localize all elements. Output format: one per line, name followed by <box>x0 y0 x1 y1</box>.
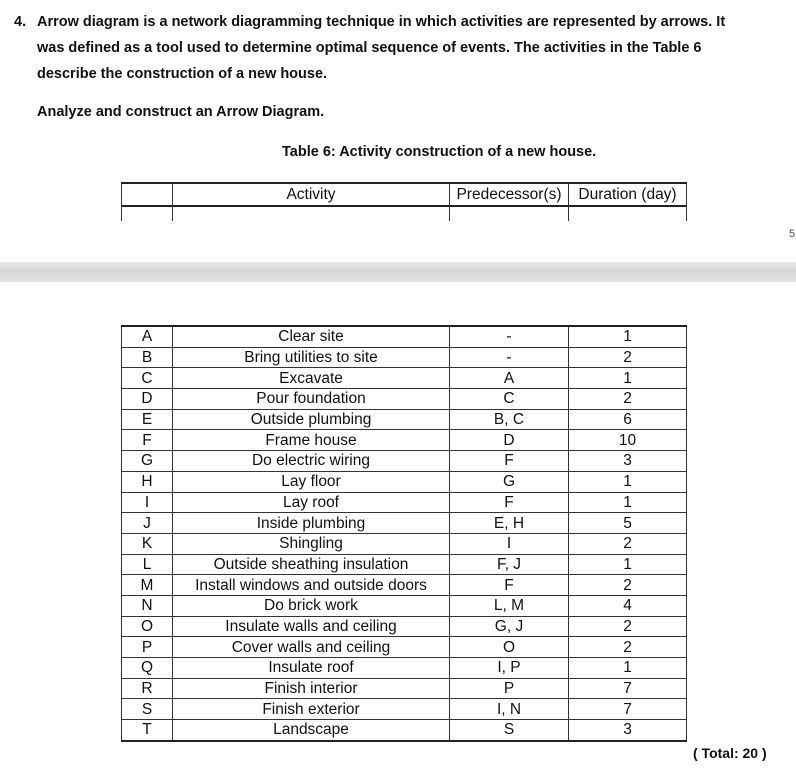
cell-duration: 3 <box>569 451 687 472</box>
cell-predecessors: F <box>450 575 569 596</box>
cell-activity-id: J <box>122 513 173 534</box>
cell-duration: 1 <box>569 658 687 679</box>
cell-activity-id: Q <box>122 658 173 679</box>
cell-activity-id: L <box>122 554 173 575</box>
cell-predecessors: - <box>450 347 569 368</box>
cell-predecessors: I, P <box>450 658 569 679</box>
cell-activity-id: G <box>122 451 173 472</box>
table-row <box>122 595 687 616</box>
table-row <box>122 430 687 451</box>
cell-predecessors: - <box>450 326 569 347</box>
cell-activity-id: E <box>122 409 173 430</box>
table-row <box>122 699 687 720</box>
cell-activity-name: Frame house <box>173 430 450 451</box>
cell-duration: 1 <box>569 326 687 347</box>
cell-predecessors: F, J <box>450 554 569 575</box>
question-line-3: describe the construction of a new house. <box>37 66 328 82</box>
cell-activity-id: H <box>122 471 173 492</box>
total-marks: ( Total: 20 ) <box>693 745 767 761</box>
table-row <box>122 409 687 430</box>
cell-predecessors: F <box>450 492 569 513</box>
cell-activity-name: Outside plumbing <box>173 409 450 430</box>
cell-activity-name: Insulate roof <box>173 658 450 679</box>
table-row <box>122 389 687 410</box>
table-row <box>122 326 687 347</box>
table-row <box>122 575 687 596</box>
cell-predecessors: C <box>450 389 569 410</box>
cell-activity-id: N <box>122 595 173 616</box>
cell-activity-name: Landscape <box>173 720 450 741</box>
cell-activity-name: Install windows and outside doors <box>173 575 450 596</box>
header-stub <box>122 206 173 221</box>
cell-activity-id: D <box>122 389 173 410</box>
cell-activity-name: Shingling <box>173 533 450 554</box>
header-id <box>122 183 173 206</box>
cell-activity-id: A <box>122 326 173 347</box>
table-caption: Table 6: Activity construction of a new house. <box>282 144 597 160</box>
question-line-1: 4. Arrow diagram is a network diagramming technique in which activities are represented by arrows. It <box>14 9 774 35</box>
header-stub <box>173 206 450 221</box>
cell-activity-name: Lay floor <box>173 471 450 492</box>
cell-activity-name: Cover walls and ceiling <box>173 637 450 658</box>
header-stub <box>569 206 687 221</box>
question-text <box>14 9 774 87</box>
table-row <box>122 616 687 637</box>
cell-duration: 1 <box>569 471 687 492</box>
cell-duration: 2 <box>569 575 687 596</box>
cell-duration: 2 <box>569 347 687 368</box>
question-number: 4. <box>14 14 27 30</box>
cell-activity-id: C <box>122 368 173 389</box>
cell-activity-name: Finish exterior <box>173 699 450 720</box>
header-duration: Duration (day) <box>569 183 687 206</box>
cell-predecessors: G, J <box>450 616 569 637</box>
table-row <box>122 471 687 492</box>
table-header <box>121 182 687 221</box>
page-break-divider <box>0 262 796 282</box>
cell-activity-id: M <box>122 575 173 596</box>
cell-predecessors: G <box>450 471 569 492</box>
cell-activity-id: T <box>122 720 173 741</box>
cell-activity-name: Pour foundation <box>173 389 450 410</box>
table-row <box>122 347 687 368</box>
cell-activity-id: R <box>122 678 173 699</box>
table-row <box>122 513 687 534</box>
cell-predecessors: F <box>450 451 569 472</box>
table-row <box>122 658 687 679</box>
cell-duration: 7 <box>569 678 687 699</box>
cell-activity-id: B <box>122 347 173 368</box>
cell-activity-name: Outside sheathing insulation <box>173 554 450 575</box>
cell-duration: 2 <box>569 389 687 410</box>
cell-activity-id: O <box>122 616 173 637</box>
table-row <box>122 678 687 699</box>
cell-predecessors: A <box>450 368 569 389</box>
cell-activity-id: P <box>122 637 173 658</box>
cell-activity-name: Insulate walls and ceiling <box>173 616 450 637</box>
cell-activity-name: Do brick work <box>173 595 450 616</box>
cell-predecessors: L, M <box>450 595 569 616</box>
cell-activity-id: I <box>122 492 173 513</box>
cell-duration: 5 <box>569 513 687 534</box>
header-stub <box>450 206 569 221</box>
activity-table <box>121 325 687 742</box>
table-row <box>122 637 687 658</box>
cell-duration: 1 <box>569 492 687 513</box>
header-activity: Activity <box>173 183 450 206</box>
page-edge-mark: 5 <box>789 228 796 240</box>
cell-predecessors: B, C <box>450 409 569 430</box>
question-line-2: was defined as a tool used to determine optimal sequence of events. The activities in the Table 6 <box>37 40 702 56</box>
table-row <box>122 554 687 575</box>
cell-activity-name: Bring utilities to site <box>173 347 450 368</box>
cell-activity-id: K <box>122 533 173 554</box>
cell-predecessors: D <box>450 430 569 451</box>
table-row <box>122 451 687 472</box>
cell-duration: 6 <box>569 409 687 430</box>
header-predecessors: Predecessor(s) <box>450 183 569 206</box>
cell-activity-name: Finish interior <box>173 678 450 699</box>
task-instruction: Analyze and construct an Arrow Diagram. <box>37 104 325 120</box>
cell-predecessors: S <box>450 720 569 741</box>
cell-activity-name: Inside plumbing <box>173 513 450 534</box>
cell-activity-name: Excavate <box>173 368 450 389</box>
cell-duration: 10 <box>569 430 687 451</box>
cell-predecessors: I, N <box>450 699 569 720</box>
cell-activity-id: S <box>122 699 173 720</box>
cell-duration: 4 <box>569 595 687 616</box>
cell-duration: 2 <box>569 533 687 554</box>
cell-activity-name: Do electric wiring <box>173 451 450 472</box>
cell-activity-name: Clear site <box>173 326 450 347</box>
cell-activity-name: Lay roof <box>173 492 450 513</box>
table-row <box>122 533 687 554</box>
cell-activity-id: F <box>122 430 173 451</box>
cell-duration: 3 <box>569 720 687 741</box>
cell-duration: 2 <box>569 637 687 658</box>
cell-duration: 1 <box>569 554 687 575</box>
cell-duration: 7 <box>569 699 687 720</box>
table-row <box>122 368 687 389</box>
cell-predecessors: I <box>450 533 569 554</box>
table-row <box>122 720 687 741</box>
table-row <box>122 492 687 513</box>
cell-duration: 2 <box>569 616 687 637</box>
cell-predecessors: P <box>450 678 569 699</box>
cell-duration: 1 <box>569 368 687 389</box>
cell-predecessors: E, H <box>450 513 569 534</box>
cell-predecessors: O <box>450 637 569 658</box>
